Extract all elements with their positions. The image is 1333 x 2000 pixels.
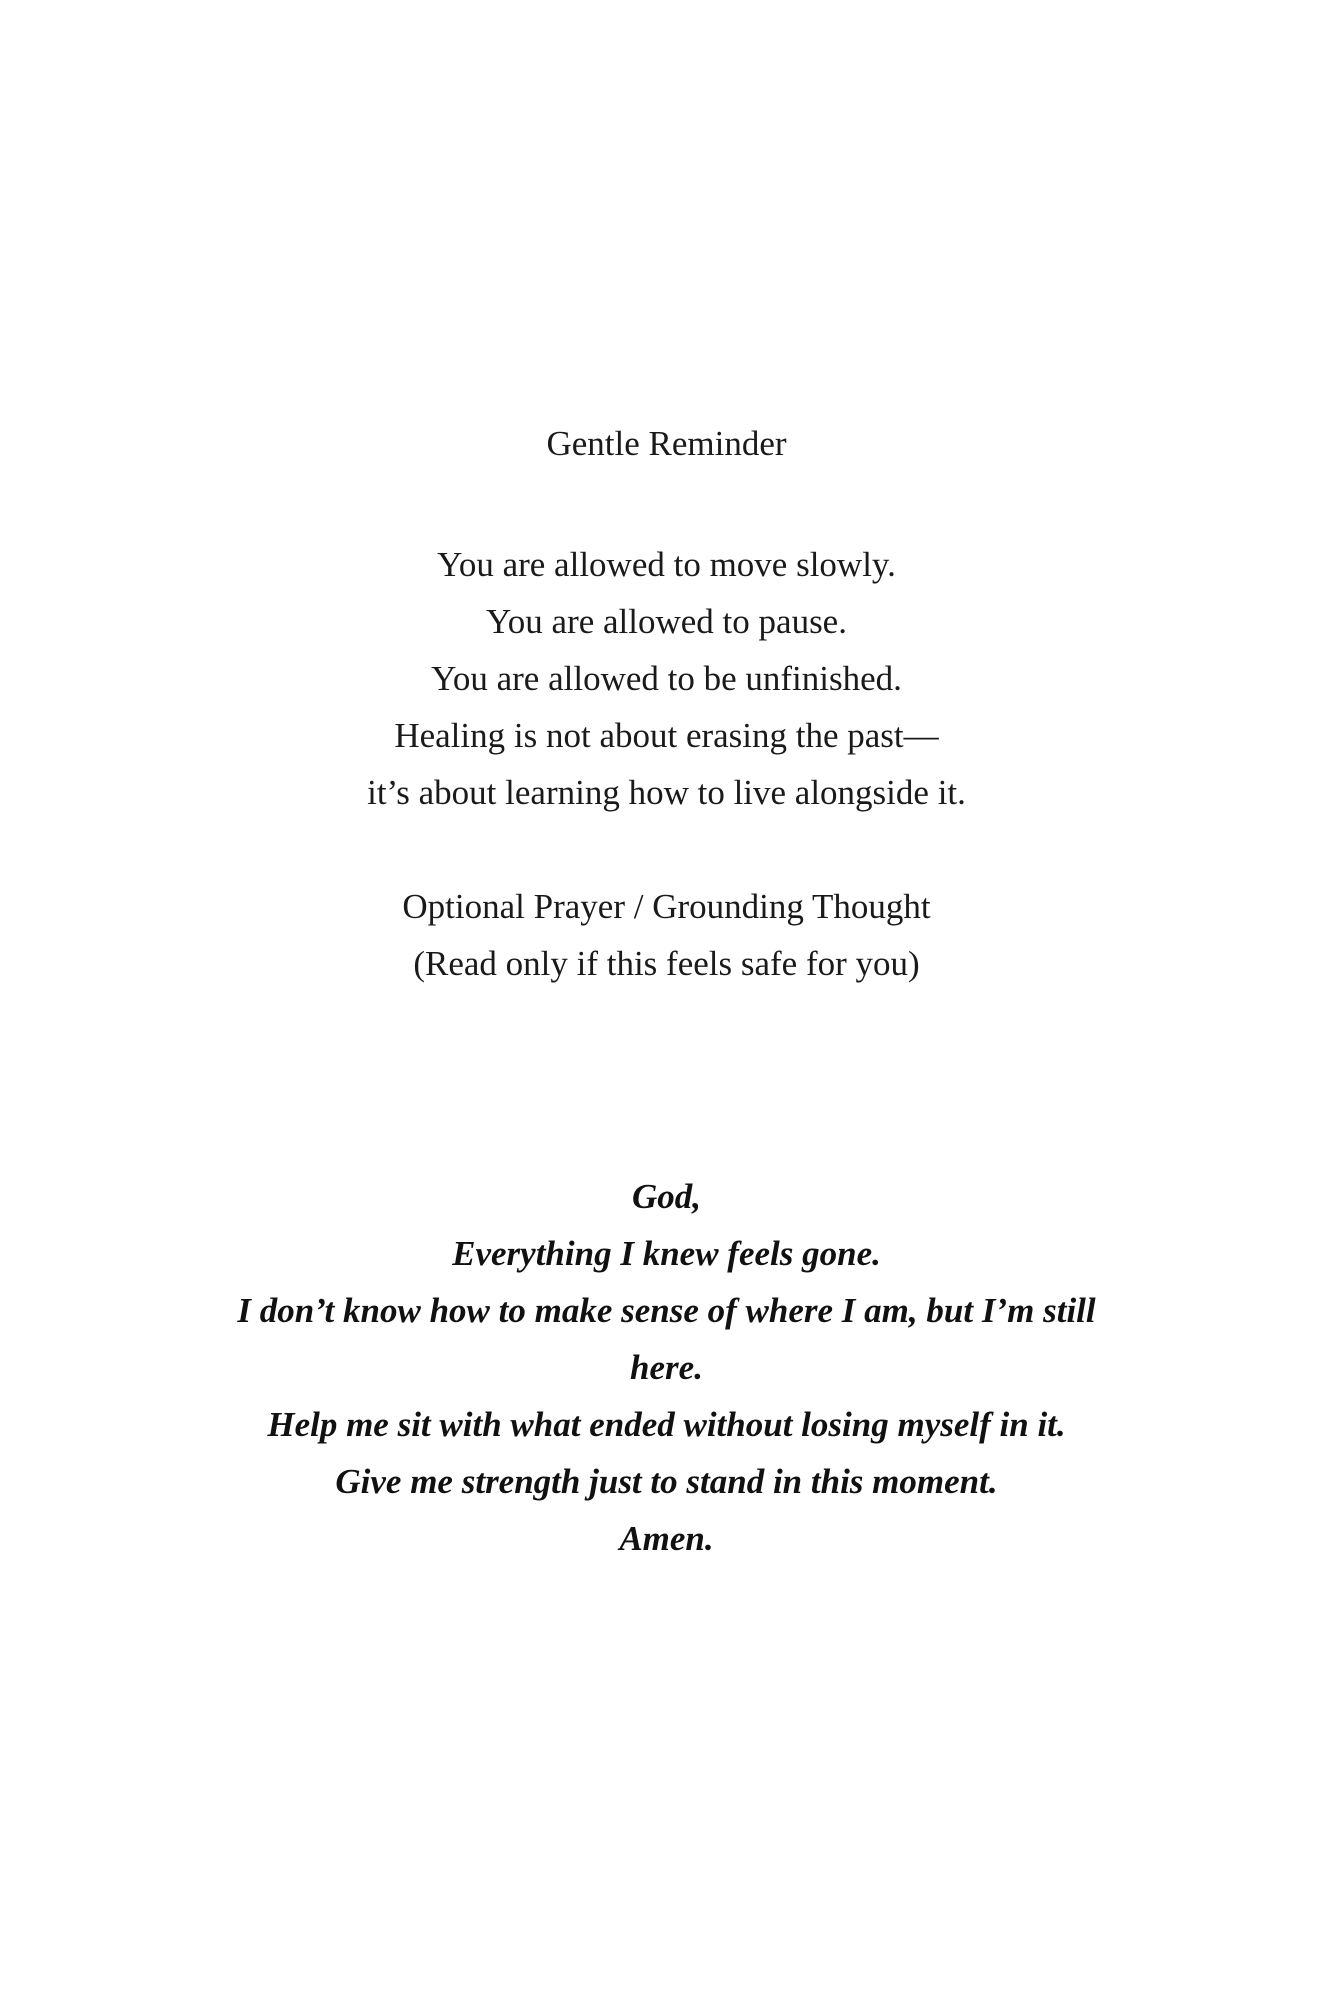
optional-prayer-header (0, 878, 1333, 992)
prayer-line: Give me strength just to stand in this moment. (335, 1462, 998, 1501)
prayer-line: I don’t know how to make sense of where I am, but I’m still (237, 1291, 1096, 1330)
prayer-text (0, 1168, 1333, 1567)
prayer-line: God, (631, 1177, 702, 1216)
reminder-line: Healing is not about erasing the past— (394, 716, 939, 755)
reminder-line: it’s about learning how to live alongside it. (367, 773, 966, 812)
page-title: Gentle Reminder (546, 424, 787, 463)
prayer-line: Amen. (619, 1519, 714, 1558)
prayer-line: here. (630, 1348, 703, 1387)
prayer-line: Everything I knew feels gone. (452, 1234, 881, 1273)
optional-note: (Read only if this feels safe for you) (413, 944, 920, 983)
reminder-line: You are allowed to pause. (486, 602, 847, 641)
optional-heading: Optional Prayer / Grounding Thought (402, 887, 931, 926)
reminder-line: You are allowed to move slowly. (437, 545, 896, 584)
reminder-line: You are allowed to be unfinished. (431, 659, 902, 698)
prayer-line: Help me sit with what ended without losing myself in it. (267, 1405, 1066, 1444)
reminder-text (0, 536, 1333, 821)
